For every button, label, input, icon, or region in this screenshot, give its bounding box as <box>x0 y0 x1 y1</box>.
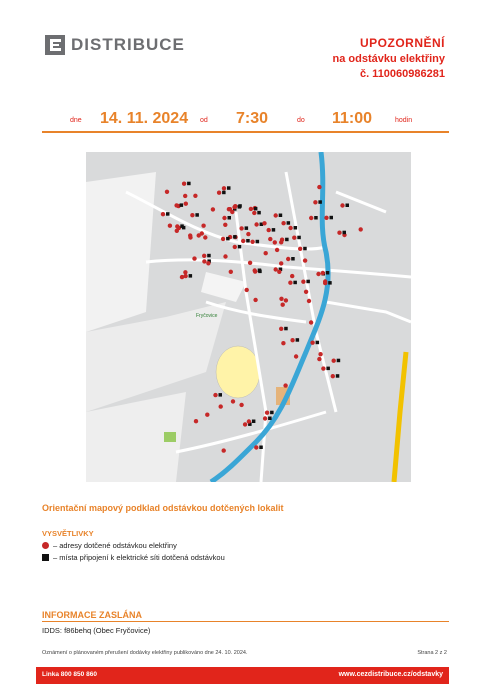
address-dot <box>183 274 187 278</box>
address-dot <box>292 236 296 240</box>
connection-point <box>180 224 184 228</box>
connection-point <box>256 240 260 244</box>
address-dot <box>279 261 283 265</box>
legend-title: VYSVĚTLIVKY <box>42 529 94 538</box>
outage-date: 14. 11. 2024 <box>100 110 189 127</box>
time-to: 11:00 <box>332 110 373 127</box>
address-dot <box>323 281 327 285</box>
address-dot <box>309 216 313 220</box>
address-dot <box>283 383 287 387</box>
publication-note: Oznámení o plánovaném přerušení dodávky elektřiny publikováno dne 24. 10. 2024. <box>42 650 248 656</box>
address-dot <box>264 251 268 255</box>
address-dot <box>303 258 307 262</box>
connection-point <box>254 207 258 211</box>
address-dot <box>221 237 225 241</box>
connection-point <box>189 274 193 278</box>
connection-point <box>294 226 298 230</box>
address-dot <box>194 419 198 423</box>
connection-point <box>238 205 242 209</box>
connection-point <box>328 281 332 285</box>
address-dot <box>294 354 298 358</box>
address-dot <box>310 341 314 345</box>
connection-point <box>326 367 330 371</box>
address-dot <box>211 207 215 211</box>
connection-point <box>258 269 262 273</box>
connection-point <box>252 420 256 424</box>
address-dot <box>275 248 279 252</box>
address-dot <box>301 280 305 284</box>
connection-point <box>166 212 170 216</box>
connection-point <box>233 235 237 239</box>
address-dot <box>222 216 226 220</box>
notice-header <box>333 36 446 80</box>
connection-point <box>318 200 322 204</box>
address-dot <box>183 270 187 274</box>
map-sports-field <box>216 346 260 398</box>
label-date: dne <box>70 117 82 124</box>
black-square-icon <box>42 554 49 561</box>
address-dot <box>193 194 197 198</box>
address-dot <box>262 221 266 225</box>
connection-point <box>343 231 347 235</box>
connection-point <box>180 203 184 207</box>
address-dot <box>298 247 302 251</box>
connection-point <box>296 338 300 342</box>
connection-point <box>337 359 341 363</box>
address-dot <box>281 341 285 345</box>
connection-point <box>297 236 301 240</box>
address-dot <box>205 413 209 417</box>
address-dot <box>219 404 223 408</box>
website-link[interactable]: www.cezdistribuce.cz/odstavky <box>338 671 443 678</box>
address-dot <box>263 416 267 420</box>
connection-point <box>195 213 199 217</box>
address-dot <box>248 261 252 265</box>
address-dot <box>253 298 257 302</box>
connection-point <box>284 327 288 331</box>
time-from: 7:30 <box>236 110 269 127</box>
address-dot <box>277 270 281 274</box>
address-dot <box>200 231 204 235</box>
connection-point <box>303 247 307 251</box>
address-dot <box>279 327 283 331</box>
connection-point <box>346 204 350 208</box>
label-from: od <box>200 117 208 124</box>
address-dot <box>324 216 328 220</box>
connection-point <box>227 186 231 190</box>
address-dot <box>223 223 227 227</box>
address-dot <box>192 256 196 260</box>
connection-point <box>259 446 263 450</box>
connection-point <box>272 228 276 232</box>
address-dot <box>268 237 272 241</box>
legend-item-connections <box>42 553 225 562</box>
legend-label: – adresy dotčené odstávkou elektřiny <box>53 541 177 550</box>
address-dot <box>313 200 317 204</box>
connection-point <box>187 182 191 186</box>
address-dot <box>284 298 288 302</box>
connection-point <box>222 191 226 195</box>
address-dot <box>340 203 344 207</box>
address-dot <box>175 224 179 228</box>
address-dot <box>337 231 341 235</box>
hotline-text: Linka 800 850 860 <box>42 671 97 678</box>
address-dot <box>232 205 236 209</box>
address-dot <box>307 299 311 303</box>
schedule-row <box>50 110 445 130</box>
address-dot <box>245 288 249 292</box>
connection-point <box>285 238 289 242</box>
connection-point <box>246 239 250 243</box>
address-dot <box>182 182 186 186</box>
address-dot <box>175 229 179 233</box>
map-place-label: Fryčovice <box>196 313 218 319</box>
notice-subtitle: na odstávku elektřiny <box>332 53 445 65</box>
address-dot <box>222 448 226 452</box>
address-dot <box>241 239 245 243</box>
cez-logo-icon <box>45 35 65 55</box>
page-number: Strana 2 z 2 <box>417 650 447 656</box>
map-green-area <box>164 432 176 442</box>
address-dot <box>233 245 237 249</box>
address-dot <box>168 224 172 228</box>
brand-name: DISTRIBUCE <box>71 35 185 54</box>
info-title: INFORMACE ZASLÁNA <box>42 610 142 620</box>
address-dot <box>201 224 205 228</box>
connection-point <box>268 417 272 421</box>
legend-label: – místa připojení k elektrické síti dotčená odstávkou <box>53 553 225 562</box>
legend-item-addresses <box>42 541 177 550</box>
address-dot <box>250 240 254 244</box>
address-dot <box>239 226 243 230</box>
info-recipient: IDDS: f86behq (Obec Fryčovice) <box>42 626 151 635</box>
address-dot <box>165 190 169 194</box>
address-dot <box>279 297 283 301</box>
address-dot <box>331 374 335 378</box>
address-dot <box>281 303 285 307</box>
address-dot <box>290 274 294 278</box>
address-dot <box>288 281 292 285</box>
address-dot <box>161 212 165 216</box>
address-dot <box>174 203 178 207</box>
address-dot <box>290 338 294 342</box>
label-hours: hodin <box>395 117 413 124</box>
address-dot <box>202 259 206 263</box>
address-dot <box>230 210 234 214</box>
address-dot <box>229 270 233 274</box>
address-dot <box>253 268 257 272</box>
address-dot <box>203 235 207 239</box>
connection-point <box>316 341 320 345</box>
connection-point <box>226 237 230 241</box>
address-dot <box>281 221 285 225</box>
address-dot <box>254 222 258 226</box>
brand-logo <box>45 35 185 55</box>
map-field <box>86 172 156 332</box>
address-dot <box>183 194 187 198</box>
connection-point <box>336 374 340 378</box>
address-dot <box>317 185 321 189</box>
address-dot <box>273 240 277 244</box>
address-dot <box>239 403 243 407</box>
connection-point <box>326 271 330 275</box>
notice-number: č. 110060986281 <box>359 68 445 80</box>
address-dot <box>231 399 235 403</box>
connection-point <box>287 221 291 225</box>
address-dot <box>206 261 210 265</box>
connection-point <box>207 254 211 257</box>
connection-point <box>228 216 232 220</box>
address-dot <box>321 366 325 370</box>
address-dot <box>321 271 325 275</box>
address-dot <box>247 419 251 423</box>
notice-title: UPOZORNĚNÍ <box>359 36 445 50</box>
address-dot <box>332 359 336 363</box>
info-divider <box>42 621 449 622</box>
address-dot <box>288 226 292 230</box>
address-dot <box>188 233 192 237</box>
address-dot <box>252 211 256 215</box>
connection-point <box>330 216 334 220</box>
address-dot <box>318 352 322 356</box>
address-dot <box>279 240 283 244</box>
connection-point <box>293 281 297 285</box>
address-dot <box>202 254 206 258</box>
connection-point <box>245 226 249 230</box>
map-caption: Orientační mapový podklad odstávkou dotčených lokalit <box>42 503 284 513</box>
address-dot <box>213 393 217 397</box>
connection-point <box>306 280 310 284</box>
connection-point <box>270 411 274 415</box>
footer-bar <box>36 667 449 684</box>
address-dot <box>317 357 321 361</box>
address-dot <box>217 191 221 195</box>
address-dot <box>254 445 258 449</box>
address-dot <box>274 213 278 217</box>
address-dot <box>184 202 188 206</box>
address-dot <box>309 320 313 324</box>
address-dot <box>286 257 290 261</box>
address-dot <box>249 207 253 211</box>
connection-point <box>314 216 318 220</box>
address-dot <box>316 272 320 276</box>
outage-map[interactable] <box>86 152 411 482</box>
connection-point <box>238 245 242 249</box>
address-dot <box>265 411 269 415</box>
connection-point <box>257 211 261 215</box>
connection-point <box>291 257 295 261</box>
address-dot <box>190 213 194 217</box>
address-dot <box>304 290 308 294</box>
red-dot-icon <box>42 542 49 549</box>
address-dot <box>223 254 227 258</box>
address-dot <box>359 227 363 231</box>
connection-point <box>219 393 223 397</box>
connection-point <box>279 214 283 218</box>
address-dot <box>227 207 231 211</box>
label-to: do <box>297 117 305 124</box>
address-dot <box>222 186 226 190</box>
address-dot <box>246 232 250 236</box>
address-dot <box>267 228 271 232</box>
header-divider <box>42 131 449 133</box>
address-dot <box>243 422 247 426</box>
